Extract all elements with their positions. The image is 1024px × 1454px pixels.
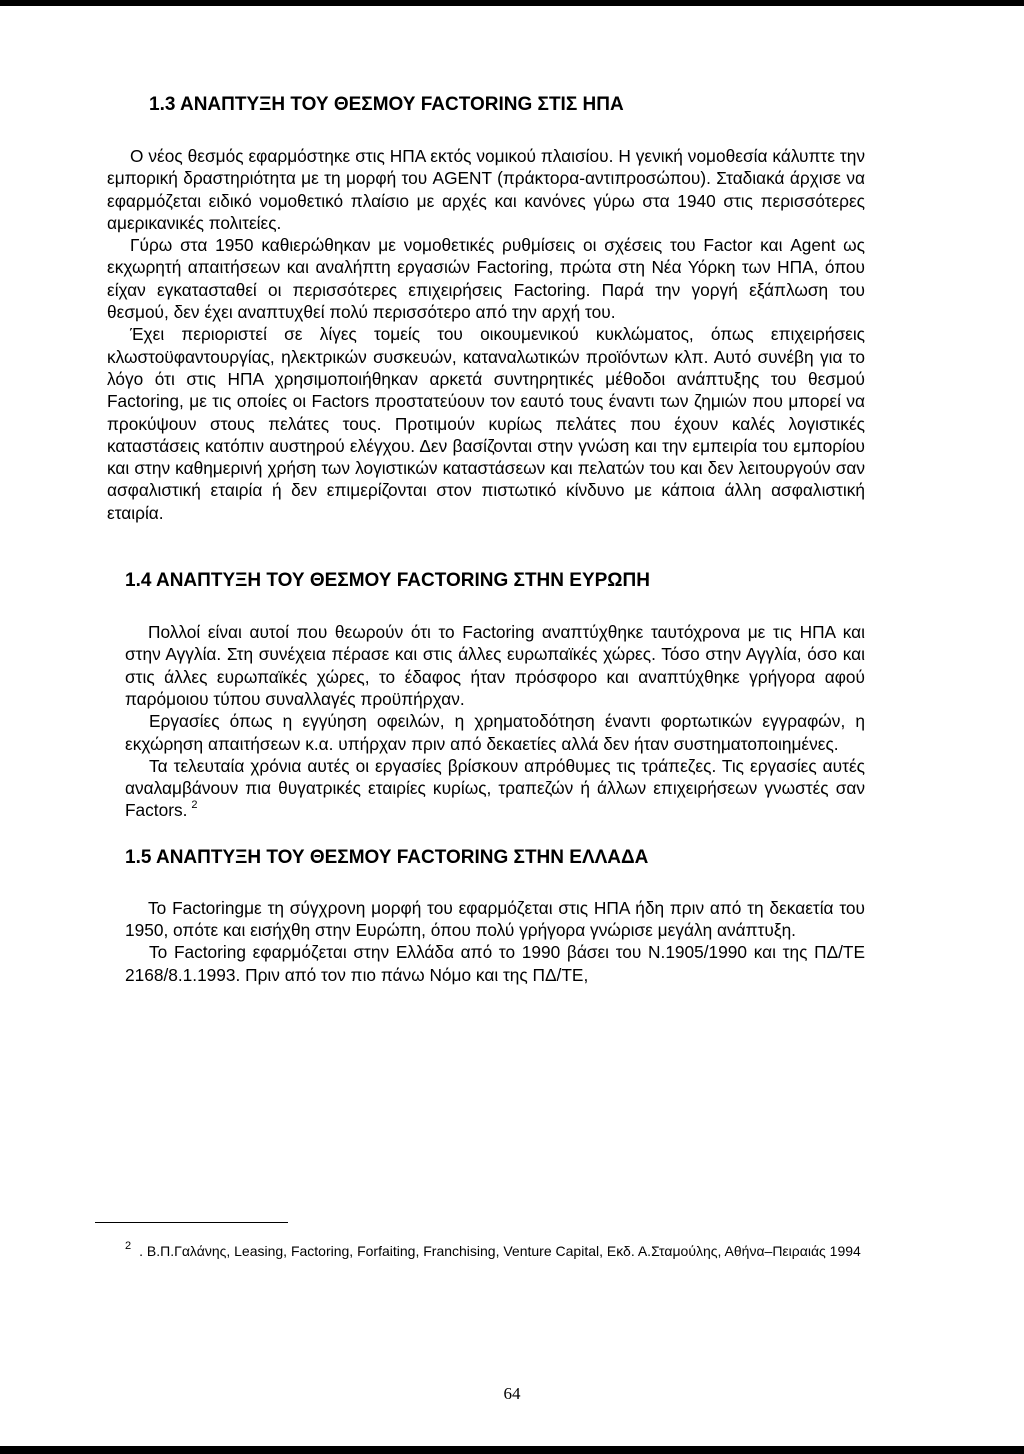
- paragraph-text: Τα τελευταία χρόνια αυτές οι εργασίες βρίσκουν απρόθυμες τις τράπεζες. Τις εργασίες αυτές αναλαμβάνουν πια θυγατρικές εταιρίες κυρίως, τραπεζών ή άλλων επιχειρήσεων γνωστές σαν Factors.: [125, 755, 865, 821]
- footnote-reference: 2: [191, 799, 198, 812]
- paragraph: Ο νέος θεσμός εφαρμόστηκε στις ΗΠΑ εκτός νομικού πλαισίου. Η γενική νομοθεσία κάλυπτε την εμπορική δραστηριότητα με τη μορφή του AGENT (πράκτορα-αντιπροσώπου). Σταδιακά άρχισε να εφαρμόζεται ειδικό νομοθετικό πλαίσιο με αρχές και κανόνες γύρω στα 1940 στις περισσότερες αμερικανικές πολιτείες.: [107, 146, 865, 233]
- bottom-border: [0, 1446, 1024, 1454]
- section-heading-usa: 1.3 ΑΝΑΠΤΥΞΗ ΤΟΥ ΘΕΣΜΟΥ FACTORING ΣΤΙΣ ΗΠΑ: [149, 94, 624, 115]
- section-heading-europe: 1.4 ΑΝΑΠΤΥΞΗ ΤΟΥ ΘΕΣΜΟΥ FACTORING ΣΤΗΝ ΕΥΡΩΠΗ: [125, 570, 650, 592]
- footnote-body: . Β.Π.Γαλάνης, Leasing, Factoring, Forfaiting, Franchising, Venture Capital, Εκδ. Α.Σταμούλης, Αθήνα–Πειραιάς 1994: [139, 1243, 861, 1259]
- paragraph: Εργασίες όπως η εγγύηση οφειλών, η χρηματοδότηση έναντι φορτωτικών εγγραφών, η εκχώρηση απαιτήσεων κ.α. υπήρχαν πριν από δεκαετίες αλλά δεν ήταν συστηματοποιημένες.: [125, 711, 865, 754]
- paragraph: Γύρω στα 1950 καθιερώθηκαν με νομοθετικές ρυθμίσεις οι σχέσεις του Factor και Agent ως εκχωρητή απαιτήσεων και αναλήπτη εργασιών Factoring, πρώτα στη Νέα Υόρκη των ΗΠΑ, όπου είχαν εγκατασταθεί οι περισσότερες επιχειρήσεις Factoring. Παρά την γοργή εξάπλωση του θεσμού, δεν έχει αναπτυχθεί πολύ περισσότερο από την αρχή του.: [107, 235, 865, 323]
- paragraph: [125, 755, 865, 825]
- top-border: [0, 0, 1024, 6]
- paragraph: Το Factoringμε τη σύγχρονη μορφή του εφαρμόζεται στις ΗΠΑ ήδη πριν από τη δεκαετία του 1950, οπότε και εισήχθη στην Ευρώπη, όπου πολύ γρήγορα γνώρισε μεγάλη ανάπτυξη.: [125, 897, 865, 941]
- section-heading-greece: 1.5 ΑΝΑΠΤΥΞΗ ΤΟΥ ΘΕΣΜΟΥ FACTORING ΣΤΗΝ ΕΛΛΑΔΑ: [125, 846, 649, 868]
- section-usa: [107, 145, 865, 524]
- footnote-marker: 2: [125, 1240, 132, 1252]
- footnote-separator: [95, 1222, 288, 1223]
- footnote-text: [125, 1240, 865, 1264]
- page-number: 64: [503, 1384, 521, 1403]
- paragraph: Το Factoring εφαρμόζεται στην Ελλάδα από το 1990 βάσει του Ν.1905/1990 και της ΠΔ/ΤΕ 2168/8.1.1993. Πριν από τον πιο πάνω Νόμο και της ΠΔ/ΤΕ,: [125, 942, 865, 985]
- section-greece: [125, 897, 865, 986]
- page-body: [107, 92, 865, 986]
- paragraph: Έχει περιοριστεί σε λίγες τομείς του οικουμενικού κυκλώματος, όπως επιχειρήσεις κλωστοϋφαντουργίας, ηλεκτρικών συσκευών, καταναλωτικών προϊόντων κλπ. Αυτό συνέβη για το λόγο ότι στις ΗΠΑ χρησιμοποιήθηκαν αρκετά συντηρητικές μέθοδοι ανάπτυξης του θεσμού Factoring, με τις οποίες οι Factors προστατεύουν τον εαυτό τους έναντι των ζημιών που μπορεί να προκύψουν στους πελάτες τους. Προτιμούν κυρίως πελάτες που έχουν καλές λογιστικές καταστάσεις κατόπιν αυστηρού ελέγχου. Δεν βασίζονται στην γνώση και την εμπειρία του εμπορίου και στην καθημερινή χρήση των λογιστικών καταστάσεων και πελατών του και δεν λειτουργούν σαν ασφαλιστική εταιρία ή δεν επιμερίζονται στον πιστωτικό κίνδυνο με κάποια άλλη ασφαλιστική εταιρία.: [107, 324, 865, 523]
- section-europe: [125, 621, 865, 825]
- paragraph: Πολλοί είναι αυτοί που θεωρούν ότι το Factoring αναπτύχθηκε ταυτόχρονα με τις ΗΠΑ και στην Αγγλία. Στη συνέχεια πέρασε και στις άλλες ευρωπαϊκές χώρες. Τόσο στην Αγγλία, όσο και στις άλλες ευρωπαϊκές χώρες, το έδαφος ήταν πρόσφορο και αναπτύχθηκε γρήγορα αφού παρόμοιου τύπου συναλλαγές προϋπήρχαν.: [125, 622, 865, 709]
- footnote: [125, 1240, 865, 1264]
